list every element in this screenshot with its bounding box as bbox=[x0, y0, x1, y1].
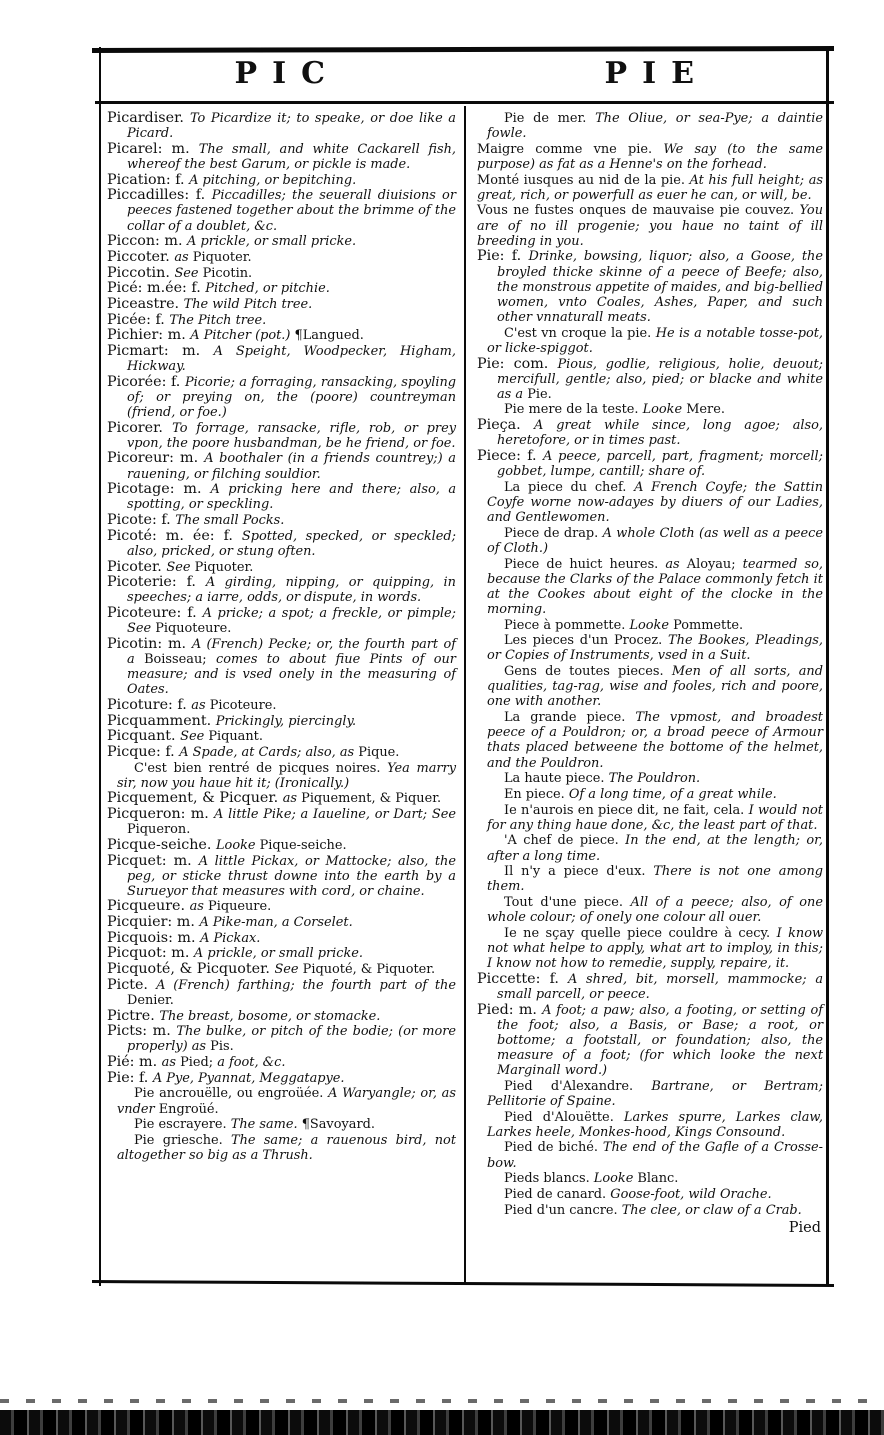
entry-term: C'est vn croque la pie. bbox=[504, 325, 656, 341]
entry-gloss: You are of no ill progenie; you haue no taint of ill breeding in you. bbox=[477, 203, 823, 249]
dictionary-entry bbox=[107, 946, 456, 961]
dictionary-entry bbox=[477, 526, 823, 556]
dictionary-entry bbox=[477, 664, 823, 709]
entry-headword: Piece: f. bbox=[477, 447, 543, 464]
dictionary-entry bbox=[107, 915, 456, 930]
entry-term: Mere. bbox=[686, 402, 725, 418]
dictionary-entry bbox=[107, 745, 456, 760]
dictionary-entry bbox=[477, 633, 823, 663]
entry-headword: Piceastre. bbox=[107, 295, 184, 312]
entry-gloss: A prickle, or small pricke. bbox=[187, 234, 357, 250]
entry-term: Tout d'une piece. bbox=[504, 894, 631, 910]
entry-gloss: See bbox=[174, 265, 203, 281]
entry-headword: Pie: f. bbox=[477, 248, 529, 265]
catchword: Pied bbox=[788, 1219, 821, 1236]
entry-headword: Picoture: f. bbox=[107, 696, 192, 713]
entry-gloss: A pricking here and there; also, a spotting, or speckling. bbox=[127, 482, 457, 513]
dictionary-entry bbox=[477, 480, 823, 525]
entry-term: Piquoter. bbox=[194, 559, 254, 575]
entry-term: Blanc. bbox=[637, 1171, 679, 1187]
entry-headword: Picée: f. bbox=[107, 311, 170, 328]
entry-gloss: The Pouldron. bbox=[608, 771, 701, 787]
entry-gloss: The same; a rauenous bird, not altogether so big as a Thrush. bbox=[117, 1132, 456, 1163]
entry-gloss: He is a notable tosse-pot, or licke-spiggot. bbox=[487, 325, 824, 356]
entry-gloss: All of a peece; also, of one whole colour; of onely one colour all ouer. bbox=[487, 894, 823, 926]
entry-headword: Pié: m. bbox=[107, 1054, 162, 1071]
entry-gloss: as bbox=[174, 249, 193, 265]
dictionary-entry bbox=[477, 864, 823, 894]
scan-artifact-band bbox=[0, 1410, 884, 1435]
dictionary-entry bbox=[107, 978, 456, 1008]
entry-gloss: A shred, bit, morsell, mammocke; a small parcell, or peece. bbox=[497, 971, 823, 1002]
entry-term: Picoteure. bbox=[209, 697, 277, 713]
entry-gloss: Looke bbox=[593, 1171, 638, 1187]
entry-headword: Picorée: f. bbox=[107, 373, 185, 390]
entry-term: La haute piece. bbox=[504, 771, 609, 787]
entry-gloss: A French Coyfe; the Sattin Coyfe worne now-adayes by diuers of our Ladies, and Gentlewomen. bbox=[487, 479, 823, 526]
entry-gloss: A pricke; a spot; a freckle, or pimple; See bbox=[127, 606, 456, 637]
entry-headword: Piccoter. bbox=[107, 248, 175, 265]
entry-headword: Picote: f. bbox=[107, 512, 176, 529]
running-head-right: PIE bbox=[604, 56, 709, 91]
entry-headword: Picoterie: f. bbox=[107, 574, 206, 591]
dictionary-entry bbox=[107, 838, 456, 853]
entry-term: Pis. bbox=[210, 1039, 234, 1055]
entry-term: Picotin. bbox=[202, 265, 253, 281]
entry-gloss: as bbox=[161, 1055, 181, 1071]
entry-gloss: as bbox=[665, 556, 687, 572]
dictionary-entry bbox=[477, 926, 823, 971]
entry-gloss: A foot; a paw; also, a footing, or setting of the foot; also, a Basis, or Base; a root, or bottome; a footstall, or foundation; also, the measure of a foot; (for which looke the next Marginall word.) bbox=[497, 1002, 824, 1079]
dictionary-entry bbox=[107, 714, 456, 729]
entry-gloss: The Oliue, or sea-Pye; a daintie fowle. bbox=[487, 111, 823, 142]
dictionary-entry bbox=[107, 1009, 456, 1024]
dictionary-entry bbox=[107, 111, 456, 141]
entry-term: Pie griesche. bbox=[134, 1132, 232, 1148]
entry-gloss: Pitched, or pitchie. bbox=[205, 281, 330, 297]
entry-gloss: Looke bbox=[629, 617, 674, 633]
entry-gloss: A pitching, or bepitching. bbox=[189, 172, 357, 188]
entry-term: La piece du chef. bbox=[504, 479, 635, 495]
entry-gloss: A whole Cloth (as well as a peece of Cloth.) bbox=[487, 525, 823, 556]
entry-gloss: We say (to the same purpose) as fat as a Henne's on the forhead. bbox=[477, 141, 823, 172]
dictionary-entry bbox=[107, 1117, 456, 1132]
entry-term: Piqueron. bbox=[127, 822, 191, 838]
dictionary-entry bbox=[107, 297, 456, 312]
dictionary-entry bbox=[107, 637, 456, 698]
dictionary-entry bbox=[477, 1187, 823, 1202]
entry-gloss: See bbox=[180, 729, 209, 745]
dictionary-entry bbox=[477, 449, 823, 479]
dictionary-entry bbox=[107, 931, 456, 946]
dictionary-column-left bbox=[107, 111, 456, 1164]
entry-gloss: The small, and white Cackarell fish, whereof the best Garum, or pickle is made. bbox=[127, 141, 456, 172]
scan-artifact-line bbox=[0, 1399, 884, 1403]
entry-gloss: A little Pike; a Iaueline, or Dart; See bbox=[214, 807, 456, 823]
entry-term: Piece à pommette. bbox=[504, 617, 630, 633]
dictionary-entry bbox=[477, 557, 823, 618]
entry-term: Pied de biché. bbox=[504, 1140, 603, 1156]
entry-gloss: A (French) farthing; the fourth part of the bbox=[156, 977, 456, 993]
entry-gloss: tearmed so, because the Clarks of the Palace commonly fetch it at the Cookes about eight of the clocke in the morning. bbox=[487, 556, 823, 617]
entry-gloss: I would not for any thing haue done, &c, the least part of that. bbox=[487, 802, 823, 833]
entry-term: Pie ancrouëlle, ou engroüée. bbox=[134, 1086, 329, 1102]
entry-term: Gens de toutes pieces. bbox=[504, 664, 672, 680]
entry-gloss: as bbox=[189, 899, 209, 915]
dictionary-entry bbox=[107, 173, 456, 188]
dictionary-entry bbox=[477, 1171, 823, 1186]
entry-headword: Pie: f. bbox=[107, 1069, 153, 1086]
entry-term: Pommette. bbox=[673, 617, 744, 633]
entry-headword: Picmart: m. bbox=[107, 342, 214, 359]
entry-term: Monté iusques au nid de la pie. bbox=[477, 172, 690, 188]
dictionary-entry bbox=[477, 1003, 823, 1079]
entry-gloss: To Picardize it; to speake, or doe like a Picard. bbox=[127, 111, 456, 142]
dictionary-entry bbox=[477, 771, 823, 786]
entry-term: Pied d'Alouëtte. bbox=[504, 1109, 624, 1125]
entry-gloss: A Pickax. bbox=[200, 930, 261, 946]
entry-gloss: Goose-foot, wild Orache. bbox=[610, 1186, 772, 1202]
entry-gloss: A Speight, Woodpecker, Higham, Hickway. bbox=[127, 343, 456, 374]
entry-headword: Picqueure. bbox=[107, 898, 190, 915]
dictionary-entry bbox=[107, 729, 456, 744]
entry-gloss: A (French) Pecke; or, the fourth part of a bbox=[127, 636, 456, 667]
entry-gloss: A Waryangle; or, as vnder bbox=[117, 1086, 456, 1117]
entry-headword: Pie: com. bbox=[477, 355, 558, 372]
entry-term: Les pieces d'un Procez. bbox=[504, 633, 669, 649]
dictionary-entry bbox=[477, 418, 823, 448]
entry-gloss: Pious, godlie, religious, holie, deuout; mercifull, gentle; also, pied; or blacke and white as a bbox=[497, 356, 823, 402]
entry-headword: Picquet: m. bbox=[107, 852, 199, 869]
entry-gloss: The small Pocks. bbox=[175, 513, 285, 529]
entry-headword: Picotage: m. bbox=[107, 481, 211, 498]
entry-headword: Picarel: m. bbox=[107, 140, 199, 157]
entry-headword: Picquoté, & Picquoter. bbox=[107, 961, 275, 978]
dictionary-entry bbox=[107, 560, 456, 575]
entry-gloss: A Spade, at Cards; also, as bbox=[179, 744, 359, 760]
running-head bbox=[95, 56, 834, 100]
entry-term: Il n'y a piece d'eux. bbox=[504, 864, 654, 880]
entry-gloss: I know not what helpe to apply, what art to imploy, in this; I know not how to remedie, supply, repaire, it. bbox=[487, 925, 823, 972]
entry-headword: Picque: f. bbox=[107, 743, 180, 760]
entry-gloss: The same. bbox=[230, 1117, 302, 1133]
dictionary-entry bbox=[107, 281, 456, 296]
entry-headword: Picoter. bbox=[107, 558, 167, 575]
entry-gloss: There is not one among them. bbox=[487, 864, 823, 895]
entry-gloss: A little Pickax, or Mattocke; also, the peg, or sticke thrust downe into the earth by a Surueyor that measures with cord, or chaine. bbox=[127, 853, 456, 899]
entry-gloss: The Pitch tree. bbox=[169, 312, 267, 328]
entry-term: Pie escrayere. bbox=[134, 1117, 231, 1133]
dictionary-entry bbox=[107, 375, 456, 420]
dictionary-entry bbox=[107, 1055, 456, 1070]
entry-gloss: A Pike-man, a Corselet. bbox=[199, 915, 353, 931]
entry-headword: Picoteure: f. bbox=[107, 605, 203, 621]
entry-gloss: Yea marry sir, now you haue hit it; (Ironically.) bbox=[117, 760, 456, 791]
dictionary-entry bbox=[477, 249, 823, 325]
entry-gloss: The breast, bosome, or stomacke. bbox=[159, 1008, 381, 1024]
dictionary-entry bbox=[107, 575, 456, 605]
entry-gloss: Men of all sorts, and qualities, tag-rag, wise and fooles, rich and poore, one with another. bbox=[487, 664, 823, 710]
dictionary-entry bbox=[477, 326, 823, 356]
entry-term: Denier. bbox=[127, 992, 174, 1008]
dictionary-entry bbox=[107, 807, 456, 837]
entry-gloss: Bartrane, or Bertram; Pellitorie of Spaine. bbox=[487, 1078, 823, 1109]
entry-gloss: comes to about fiue Pints of our measure; and is vsed onely in the measuring of Oates. bbox=[127, 651, 456, 698]
dictionary-entry bbox=[107, 791, 456, 806]
entry-term: Piquoteure. bbox=[155, 621, 232, 637]
entry-headword: Picé: m.ée: f. bbox=[107, 280, 206, 297]
dictionary-entry bbox=[107, 899, 456, 914]
entry-term: Piquoter. bbox=[192, 249, 252, 265]
entry-term: Pie mere de la teste. bbox=[504, 402, 643, 418]
entry-term: Aloyau; bbox=[686, 556, 743, 572]
entry-headword: Picquant. bbox=[107, 728, 181, 745]
dictionary-entry bbox=[107, 761, 456, 791]
entry-term: Vous ne fustes onques de mauvaise pie couvez. bbox=[477, 203, 800, 219]
entry-term: Maigre comme vne pie. bbox=[477, 141, 664, 157]
dictionary-entry bbox=[107, 250, 456, 265]
entry-gloss: The bulke, or pitch of the bodie; (or more properly) as bbox=[127, 1024, 456, 1055]
entry-gloss: as bbox=[282, 791, 302, 807]
dictionary-entry bbox=[107, 1086, 456, 1116]
entry-term: Ie n'aurois en piece dit, ne fait, cela. bbox=[504, 802, 749, 818]
entry-gloss: Prickingly, piercingly. bbox=[215, 713, 357, 729]
dictionary-entry bbox=[477, 710, 823, 771]
header-rule bbox=[95, 101, 834, 104]
entry-headword: Picquier: m. bbox=[107, 914, 200, 931]
entry-term: Boisseau; bbox=[144, 651, 216, 667]
entry-term: Piqueure. bbox=[208, 899, 272, 915]
dictionary-entry bbox=[477, 142, 823, 172]
dictionary-entry bbox=[107, 606, 456, 636]
entry-gloss: Looke bbox=[642, 402, 687, 418]
entry-headword: Picts: m. bbox=[107, 1023, 177, 1040]
entry-term: La grande piece. bbox=[504, 710, 636, 726]
dictionary-entry bbox=[107, 344, 456, 374]
column-divider-rule bbox=[464, 106, 466, 1284]
entry-gloss: To forrage, ransacke, rifle, rob, or prey vpon, the poore husbandman, be he friend, or foe. bbox=[127, 420, 456, 451]
entry-term: Pie. bbox=[527, 386, 552, 402]
entry-gloss: A prickle, or small pricke. bbox=[193, 946, 364, 962]
entry-headword: Picorer. bbox=[107, 419, 173, 436]
dictionary-entry bbox=[477, 895, 823, 925]
entry-gloss: A peece, parcell, part, fragment; morcell; gobbet, lumpe, cantill; share of. bbox=[497, 448, 823, 480]
dictionary-entry bbox=[107, 854, 456, 899]
dictionary-entry bbox=[107, 482, 456, 512]
dictionary-entry bbox=[477, 803, 823, 833]
dictionary-entry bbox=[477, 111, 823, 141]
entry-gloss: See bbox=[274, 962, 303, 978]
entry-gloss: A boothaler (in a friends countrey;) a rauening, or filching souldior. bbox=[127, 451, 456, 482]
dictionary-entry bbox=[477, 787, 823, 802]
entry-headword: Piccette: f. bbox=[477, 970, 569, 987]
entry-headword: Pichier: m. bbox=[107, 327, 191, 344]
dictionary-entry bbox=[107, 698, 456, 713]
dictionary-entry bbox=[477, 1140, 823, 1170]
entry-gloss: The clee, or claw of a Crab. bbox=[621, 1202, 802, 1218]
entry-term: En piece. bbox=[504, 786, 569, 802]
entry-gloss: In the end, at the length; or, after a long time. bbox=[487, 833, 823, 864]
entry-term: Pied de canard. bbox=[504, 1186, 611, 1202]
entry-headword: Picque-seiche. bbox=[107, 836, 216, 853]
entry-gloss: At his full height; as great, rich, or powerfull as euer he can, or will, be. bbox=[477, 172, 823, 203]
dictionary-entry bbox=[477, 357, 823, 402]
entry-headword: Pieça. bbox=[477, 417, 535, 434]
right-border-rule bbox=[826, 47, 829, 1286]
entry-term: Piquant. bbox=[208, 729, 263, 745]
dictionary-entry bbox=[107, 1071, 456, 1086]
entry-gloss: A girding, nipping, or quipping, in speeches; a iarre, odds, or dispute, in words. bbox=[127, 575, 456, 606]
dictionary-entry bbox=[477, 1079, 823, 1109]
entry-gloss: Of a long time, of a great while. bbox=[568, 786, 777, 802]
entry-headword: Picquamment. bbox=[107, 712, 216, 729]
dictionary-entry bbox=[477, 402, 823, 417]
dictionary-entry bbox=[477, 1110, 823, 1140]
entry-headword: Picquement, & Picquer. bbox=[107, 790, 283, 807]
dictionary-entry bbox=[477, 1203, 823, 1218]
entry-term: Ie ne sçay quelle piece couldre à cecy. bbox=[504, 925, 777, 941]
entry-term: C'est bien rentré de picques noires. bbox=[134, 760, 388, 776]
entry-headword: Pied: m. bbox=[477, 1001, 543, 1018]
dictionary-entry bbox=[107, 1133, 456, 1163]
entry-gloss: A great while since, long agoe; also, heretofore, or in times past. bbox=[497, 418, 824, 449]
dictionary-entry bbox=[107, 421, 456, 451]
entry-term: ¶Savoyard. bbox=[301, 1117, 375, 1133]
entry-gloss: The Bookes, Pleadings, or Copies of Instruments, vsed in a Suit. bbox=[487, 633, 823, 664]
dictionary-entry bbox=[477, 972, 823, 1002]
entry-term: Pieds blancs. bbox=[504, 1171, 594, 1187]
entry-headword: Pictre. bbox=[107, 1007, 160, 1024]
entry-gloss: A Pye, Pyannat, Meggatapye. bbox=[152, 1070, 345, 1086]
dictionary-entry bbox=[477, 833, 823, 863]
entry-gloss: The wild Pitch tree. bbox=[183, 296, 313, 312]
dictionary-entry bbox=[107, 451, 456, 481]
entry-gloss: a foot, &c. bbox=[217, 1055, 286, 1071]
entry-gloss: Larkes spurre, Larkes claw, Larkes heele, Monkes-hood, Kings Consound. bbox=[487, 1109, 823, 1140]
entry-headword: Picte. bbox=[107, 976, 157, 993]
entry-term: Pie de mer. bbox=[504, 111, 596, 126]
dictionary-entry bbox=[107, 266, 456, 281]
entry-gloss: The end of the Gafle of a Crosse-bow. bbox=[487, 1140, 823, 1171]
entry-headword: Piccotin. bbox=[107, 264, 175, 281]
dictionary-entry bbox=[477, 618, 823, 633]
entry-gloss: Drinke, bowsing, liquor; also, a Goose, the broyled thicke skinne of a peece of Beefe; also, the monstrous appetite of maides, and big-bellied women, vnto Coales, Ashes, Paper, and such other vnnaturall meats. bbox=[497, 249, 823, 326]
dictionary-entry bbox=[107, 513, 456, 528]
dictionary-entry bbox=[107, 142, 456, 172]
entry-headword: Picquot: m. bbox=[107, 945, 194, 962]
entry-headword: Picoreur: m. bbox=[107, 450, 205, 467]
entry-headword: Pication: f. bbox=[107, 171, 190, 188]
entry-headword: Piccadilles: f. bbox=[107, 187, 212, 204]
entry-term: Engroüé. bbox=[158, 1101, 219, 1117]
dictionary-entry bbox=[107, 328, 456, 343]
dictionary-entry bbox=[107, 188, 456, 233]
dictionary-entry bbox=[477, 173, 823, 203]
entry-headword: Picoté: m. ée: f. bbox=[107, 527, 242, 544]
entry-term: Piquement, & Piquer. bbox=[301, 791, 442, 807]
entry-term: ¶Langued. bbox=[294, 328, 364, 344]
top-rule bbox=[92, 46, 834, 53]
entry-term: Pied d'un cancre. bbox=[504, 1202, 622, 1218]
entry-gloss: Spotted, specked, or speckled; also, pricked, or stung often. bbox=[127, 528, 456, 559]
entry-term: Piece de drap. bbox=[504, 525, 603, 541]
left-border-rule bbox=[99, 47, 101, 1286]
entry-headword: Picquois: m. bbox=[107, 929, 201, 946]
dictionary-column-right bbox=[477, 111, 823, 1236]
entry-gloss: Looke bbox=[216, 837, 260, 853]
entry-gloss: as bbox=[191, 697, 210, 713]
running-head-left: PIC bbox=[234, 56, 340, 91]
entry-term: Piece de huict heures. bbox=[504, 556, 666, 572]
entry-gloss: The vpmost, and broadest peece of a Pouldron; or, a broad peece of Armour thats placed betweene the bottome of the helmet, and the Pouldron. bbox=[487, 710, 823, 771]
entry-gloss: See bbox=[166, 559, 195, 575]
entry-headword: Picqueron: m. bbox=[107, 806, 215, 823]
entry-term: Pique. bbox=[358, 744, 400, 760]
dictionary-entry bbox=[107, 313, 456, 328]
entry-term: Pied d'Alexandre. bbox=[504, 1078, 652, 1094]
entry-term: Pied; bbox=[180, 1055, 218, 1071]
entry-gloss: A Pitcher (pot.) bbox=[190, 328, 295, 344]
entry-term: Piquoté, & Piquoter. bbox=[302, 962, 436, 978]
dictionary-entry bbox=[107, 962, 456, 977]
entry-gloss: Piccadilles; the seuerall diuisions or peeces fastened together about the brimme of the collar of a doublet, &c. bbox=[127, 188, 456, 234]
entry-gloss: Picorie; a forraging, ransacking, spoyling of; or preying on, the (poore) countreyman (friend, or foe.) bbox=[127, 374, 456, 420]
bottom-rule bbox=[92, 1280, 834, 1287]
entry-term: Pique-seiche. bbox=[259, 837, 347, 853]
entry-headword: Piccon: m. bbox=[107, 233, 188, 250]
entry-headword: Picardiser. bbox=[107, 110, 190, 126]
entry-headword: Picotin: m. bbox=[107, 635, 192, 652]
dictionary-entry bbox=[107, 1024, 456, 1054]
entry-term: 'A chef de piece. bbox=[504, 833, 626, 849]
dictionary-entry bbox=[107, 234, 456, 249]
dictionary-entry bbox=[477, 203, 823, 248]
dictionary-entry bbox=[107, 529, 456, 559]
